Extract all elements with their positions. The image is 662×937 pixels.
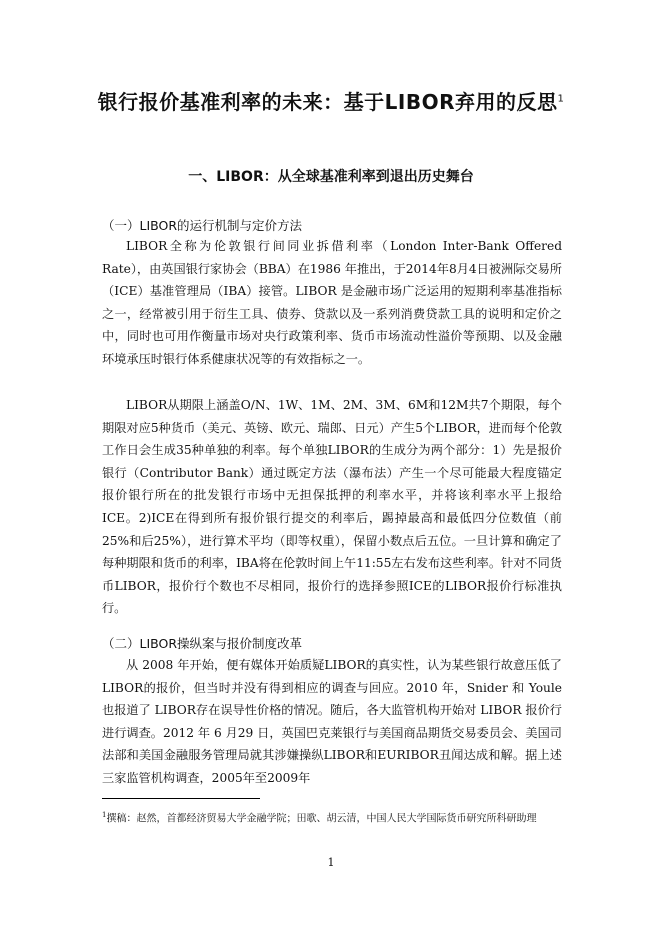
paragraph-libor-tenors: LIBOR从期限上涵盖O/N、1W、1M、2M、3M、6M和12M共7个期限，每个期限对应5种货币（美元、英镑、欧元、瑞郎、日元）产生5个LIBOR，进而每个伦敦工作日会生成35种单独的利率。每个单独LIBOR的生成分为两个部分：1）先是报价银行（Contributor Bank）通过既定方法（瀑布法）产生一个尽可能最大程度锚定报价银行所在的批发银行市场中无担保抵押的利率水平，并将该利率水平上报给ICE。2)ICE在得到所有报价银行提交的利率后，踢掉最高和最低四分位数值（前25%和后25%），进行算术平均（即等权重），保留小数点后五位。一旦计算和确定了每种期限和货币的利率，IBA将在伦敦时间上午11:55左右发布这些利率。针对不同货币LIBOR，报价行个数也不尽相同，报价行的选择参照ICE的LIBOR报价行标准执行。 [102, 398, 563, 616]
paragraph-libor-definition: LIBOR全称为伦敦银行间同业拆借利率（London Inter-Bank Offered Rate），由英国银行家协会（BBA）在1986 年推出，于2014年8月4日被洲际交易所（ICE）基准管理局（IBA）接管。LIBOR 是金融市场广泛运用的短期利率基准指标之一，经常被引用于衍生工具、债券、贷款以及一系列消费贷款工具的说明和定价之中，同时也可用作衡量市场对央行政策利率、货币市场流动性溢价等预期、以及金融环境承压时银行体系健康状况等的有效指标之一。 [102, 239, 562, 366]
subsection-heading-mechanism: （一）LIBOR的运行机制与定价方法 [102, 218, 303, 233]
title-text: 银行报价基准利率的未来：基于LIBOR弃用的反思 [97, 90, 558, 114]
paragraph-manipulation-case: 从 2008 年开始，便有媒体开始质疑LIBOR的真实性，认为某些银行故意压低了 LIBOR的报价，但当时并没有得到相应的调查与回应。2010 年，Snider 和 Youle 也报道了 LIBOR存在误导性价格的情况。随后，各大监管机构开始对 LIBOR 报价行进行调查。2012 年 6 月29 日，英国巴克莱银行与美国商品期货交易委员会、美国司法部和美国金融服务管理局就其涉嫌操纵LIBOR和EURIBOR丑闻达成和解。据上述三家监管机构调查，2005年至2009年 [102, 658, 562, 785]
document-title [60, 86, 602, 115]
footnote-text: 撰稿：赵然，首都经济贸易大学金融学院；田歌、胡云清，中国人民大学国际货币研究所科研助理 [106, 813, 537, 825]
subsection-heading-manipulation: （二）LIBOR操纵案与报价制度改革 [102, 636, 303, 651]
page-number: 1 [327, 856, 335, 869]
footnote-mark: 1 [102, 811, 107, 819]
title-footnote-mark: 1 [557, 93, 565, 105]
section-heading: 一、LIBOR：从全球基准利率到退出历史舞台 [188, 169, 474, 185]
footnote-divider [102, 798, 260, 799]
footnote [102, 806, 562, 828]
